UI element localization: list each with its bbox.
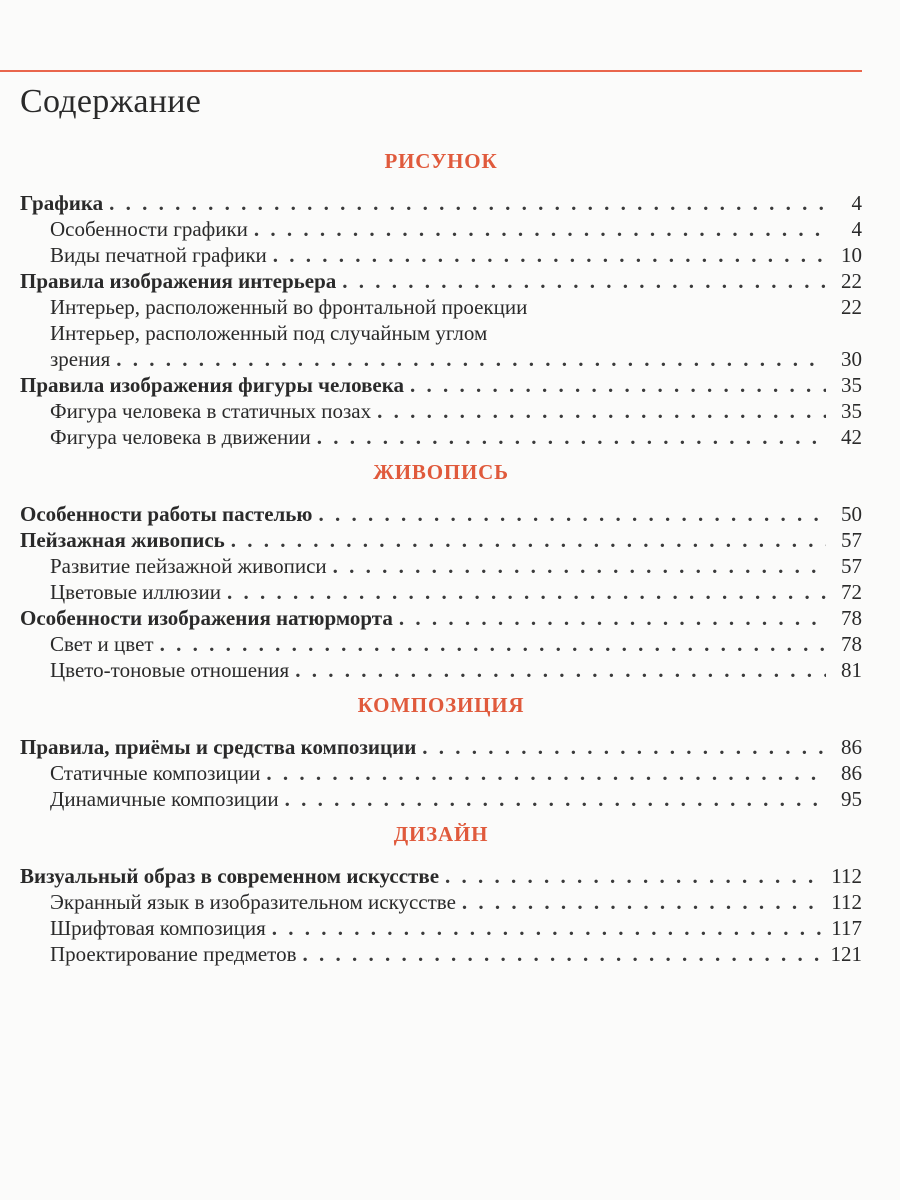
toc-entry-page: 95 xyxy=(841,787,862,811)
toc-entry-label: Особенности работы пастелью xyxy=(20,502,313,526)
toc-entry[interactable] xyxy=(20,268,862,294)
toc-entry-page: 72 xyxy=(841,580,862,604)
toc-entry-label: Свет и цвет xyxy=(50,632,154,656)
dot-leader xyxy=(160,631,826,657)
toc-entry[interactable] xyxy=(20,734,862,760)
toc-entry-page: 86 xyxy=(841,735,862,759)
dot-leader xyxy=(333,553,826,579)
dot-leader xyxy=(377,398,826,424)
top-rule xyxy=(0,70,862,72)
toc-entry-label: Правила, приёмы и средства композиции xyxy=(20,735,417,759)
toc-entry-label: Интерьер, расположенный под случайным углом xyxy=(50,321,488,345)
toc-entry-page: 86 xyxy=(841,761,862,785)
toc-entry[interactable] xyxy=(20,553,862,579)
toc-entry[interactable] xyxy=(20,605,862,631)
toc-entry[interactable] xyxy=(20,216,862,242)
toc-entry-page: 81 xyxy=(841,658,862,682)
dot-leader xyxy=(399,605,826,631)
toc-entry[interactable] xyxy=(20,941,862,967)
toc-entry-page: 112 xyxy=(831,864,862,888)
toc-entry-label: Интерьер, расположенный во фронтальной проекции xyxy=(50,295,528,319)
toc-entry-label: Правила изображения интерьера xyxy=(20,269,337,293)
toc-entry-label: Динамичные композиции xyxy=(50,787,279,811)
toc-entry[interactable] xyxy=(20,863,862,889)
toc-entry[interactable] xyxy=(20,631,862,657)
toc-entry-page: 50 xyxy=(841,502,862,526)
toc-entry[interactable] xyxy=(20,786,862,812)
toc-entry-page: 4 xyxy=(851,217,862,241)
toc-entry-label: Развитие пейзажной живописи xyxy=(50,554,327,578)
toc-entry-label: Цвето-тоновые отношения xyxy=(50,658,290,682)
toc-entry-label: Особенности изображения натюрморта xyxy=(20,606,393,630)
dot-leader xyxy=(302,941,824,967)
dot-leader xyxy=(254,216,826,242)
toc-entry-label: Правила изображения фигуры человека xyxy=(20,373,405,397)
toc-entry-page: 10 xyxy=(841,243,862,267)
toc-entry[interactable] xyxy=(20,398,862,424)
toc-entry-page: 57 xyxy=(841,554,862,578)
toc-entry[interactable] xyxy=(20,294,862,320)
toc-entry-page: 4 xyxy=(851,191,862,215)
toc-entry[interactable] xyxy=(20,346,862,372)
toc-entry-label: Фигура человека в статичных позах xyxy=(50,399,372,423)
toc-entry-page: 22 xyxy=(841,269,862,293)
toc-entry-label: Графика xyxy=(20,191,104,215)
dot-leader xyxy=(272,915,826,941)
toc-entry-label: Шрифтовая композиция xyxy=(50,916,266,940)
dot-leader xyxy=(273,242,826,268)
toc-entry-page: 78 xyxy=(841,606,862,630)
dot-leader xyxy=(342,268,826,294)
toc-entry-page: 57 xyxy=(841,528,862,552)
toc-entry[interactable] xyxy=(20,372,862,398)
toc-entry[interactable] xyxy=(20,889,862,915)
toc-entry-label: Пейзажная живопись xyxy=(20,528,225,552)
dot-leader xyxy=(227,579,826,605)
toc-entry-label: зрения xyxy=(50,347,111,371)
dot-leader xyxy=(317,424,826,450)
section-heading-composition: КОМПОЗИЦИЯ xyxy=(357,693,525,717)
toc-entry[interactable] xyxy=(20,424,862,450)
toc-entry-label: Фигура человека в движении xyxy=(50,425,311,449)
table-of-contents xyxy=(20,140,862,967)
toc-entry[interactable] xyxy=(20,527,862,553)
section-heading-painting: ЖИВОПИСЬ xyxy=(373,460,509,484)
dot-leader xyxy=(410,372,826,398)
section-heading-design: ДИЗАЙН xyxy=(393,822,489,846)
toc-entry-page: 112 xyxy=(831,890,862,914)
toc-entry[interactable] xyxy=(20,501,862,527)
dot-leader xyxy=(285,786,826,812)
toc-entry-page: 35 xyxy=(841,399,862,423)
toc-entry-page: 117 xyxy=(831,916,862,940)
dot-leader xyxy=(231,527,826,553)
dot-leader xyxy=(295,657,826,683)
dot-leader xyxy=(109,190,826,216)
toc-entry-label: Особенности графики xyxy=(50,217,248,241)
toc-entry-page: 35 xyxy=(841,373,862,397)
toc-entry[interactable] xyxy=(20,242,862,268)
toc-entry-label: Статичные композиции xyxy=(50,761,261,785)
section-heading-drawing: РИСУНОК xyxy=(384,149,498,173)
toc-entry-label: Виды печатной графики xyxy=(50,243,267,267)
toc-entry-page: 121 xyxy=(830,942,862,966)
dot-leader xyxy=(422,734,826,760)
toc-entry-page: 30 xyxy=(841,347,862,371)
dot-leader xyxy=(445,863,825,889)
toc-entry-label: Визуальный образ в современном искусстве xyxy=(20,864,440,888)
dot-leader xyxy=(318,501,826,527)
toc-entry[interactable] xyxy=(20,657,862,683)
toc-entry-page: 78 xyxy=(841,632,862,656)
toc-entry-page: 42 xyxy=(841,425,862,449)
page-title: Содержание xyxy=(20,83,202,120)
dot-leader xyxy=(116,346,826,372)
toc-entry-label: Проектирование предметов xyxy=(50,942,297,966)
toc-entry-page: 22 xyxy=(841,295,862,319)
toc-entry[interactable] xyxy=(20,760,862,786)
toc-entry-label: Экранный язык в изобразительном искусстве xyxy=(50,890,456,914)
toc-entry-label: Цветовые иллюзии xyxy=(50,580,221,604)
dot-leader xyxy=(462,889,825,915)
toc-entry-wrapped-line[interactable] xyxy=(20,320,862,346)
toc-entry[interactable] xyxy=(20,915,862,941)
dot-leader xyxy=(266,760,826,786)
toc-entry[interactable] xyxy=(20,190,862,216)
toc-entry[interactable] xyxy=(20,579,862,605)
